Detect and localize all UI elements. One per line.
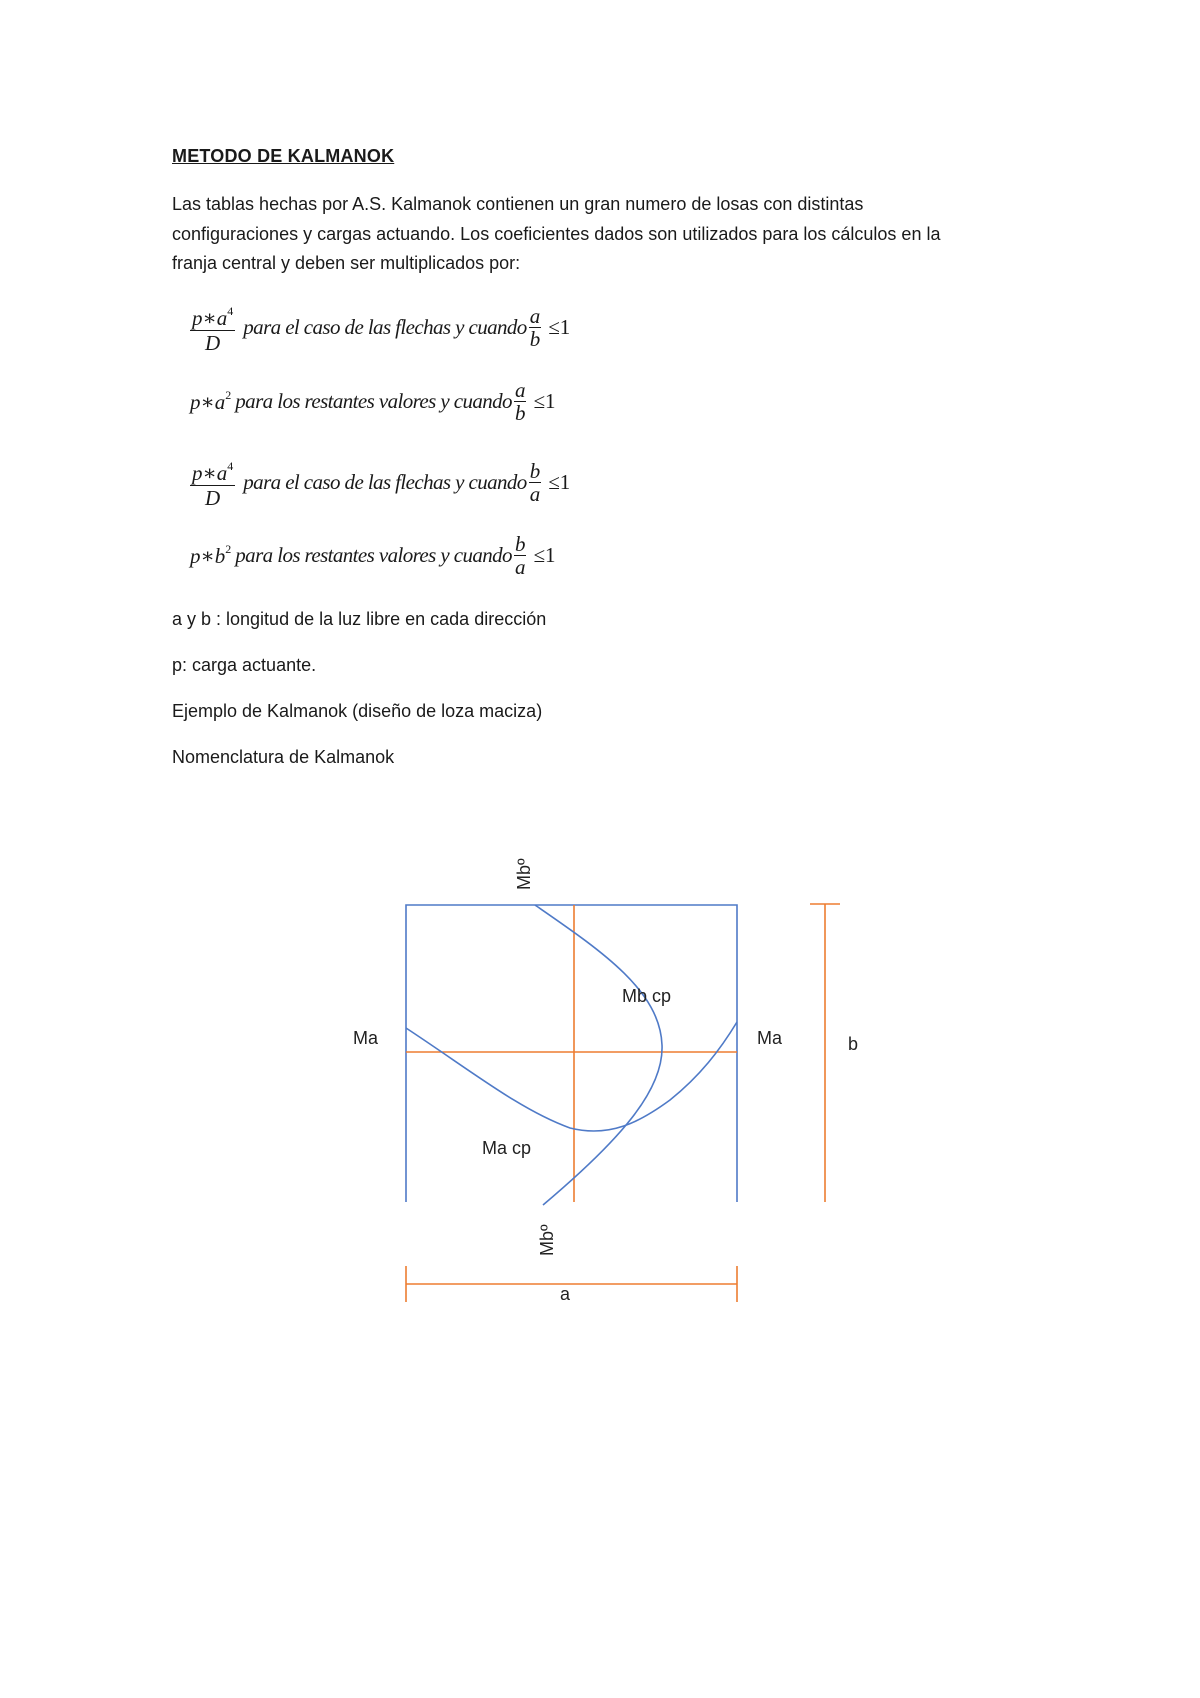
formula-1-lhs-numerator: p∗a bbox=[192, 306, 228, 330]
slab-outline bbox=[406, 905, 737, 1202]
formula-2-ratio-numerator: a bbox=[514, 378, 526, 402]
formula-4-ratio-numerator: b bbox=[514, 532, 526, 556]
formula-2-lhs: p∗a bbox=[190, 390, 226, 414]
formula-3-text: para el caso de las flechas y cuando bbox=[243, 469, 527, 494]
formula-4-exponent: 2 bbox=[225, 542, 232, 556]
formula-1-lhs-denominator: D bbox=[205, 331, 221, 355]
formula-2-exponent: 2 bbox=[225, 388, 232, 402]
definition-p: p: carga actuante. bbox=[172, 655, 317, 675]
formula-1-text: para el caso de las flechas y cuando bbox=[243, 314, 527, 339]
label-mb-top: Mbº bbox=[514, 858, 534, 890]
definition-ab: a y b : longitud de la luz libre en cada dirección bbox=[172, 609, 547, 629]
formula-2-relation: ≤1 bbox=[533, 389, 556, 413]
intro-line: configuraciones y cargas actuando. Los coeficientes dados son utilizados para los cálculos en la bbox=[172, 223, 941, 244]
formula-3-lhs-denominator: D bbox=[205, 486, 221, 510]
label-mb-bottom: Mbº bbox=[537, 1224, 557, 1256]
example-heading: Ejemplo de Kalmanok (diseño de loza maciza) bbox=[172, 701, 543, 721]
intro-line: franja central y deben ser multiplicados por: bbox=[172, 253, 521, 273]
formula-1-relation: ≤1 bbox=[548, 314, 571, 339]
formula-4-ratio-denominator: a bbox=[514, 555, 526, 579]
formula-1-ratio-denominator: b bbox=[529, 326, 541, 351]
mb-cp-curve bbox=[535, 905, 662, 1205]
label-mb-cp: Mb cp bbox=[622, 986, 672, 1006]
label-ma-cp: Ma cp bbox=[482, 1138, 532, 1158]
formula-4-relation: ≤1 bbox=[533, 543, 556, 567]
formula-3-ratio-numerator: b bbox=[529, 458, 541, 483]
formula-3-relation: ≤1 bbox=[548, 469, 571, 494]
formula-3-ratio-denominator: a bbox=[529, 481, 541, 506]
formula-1-exponent: 4 bbox=[227, 304, 234, 318]
label-a: a bbox=[560, 1284, 571, 1304]
formula-1-ratio-numerator: a bbox=[529, 303, 541, 328]
formula-2-text: para los restantes valores y cuando bbox=[235, 389, 512, 413]
ma-cp-curve bbox=[406, 1022, 737, 1131]
label-ma-right: Ma bbox=[757, 1028, 783, 1048]
formula-2-ratio-denominator: b bbox=[514, 401, 526, 425]
nomenclature-heading: Nomenclatura de Kalmanok bbox=[172, 747, 395, 767]
formula-4-lhs: p∗b bbox=[190, 544, 226, 568]
intro-line: Las tablas hechas por A.S. Kalmanok contienen un gran numero de losas con distintas bbox=[172, 194, 864, 214]
formula-3-lhs-numerator: p∗a bbox=[192, 461, 228, 485]
label-ma-left: Ma bbox=[353, 1028, 379, 1048]
formula-3-exponent: 4 bbox=[227, 459, 234, 473]
formula-4-text: para los restantes valores y cuando bbox=[235, 543, 512, 567]
label-b: b bbox=[848, 1034, 859, 1054]
document-title: METODO DE KALMANOK bbox=[172, 146, 395, 166]
